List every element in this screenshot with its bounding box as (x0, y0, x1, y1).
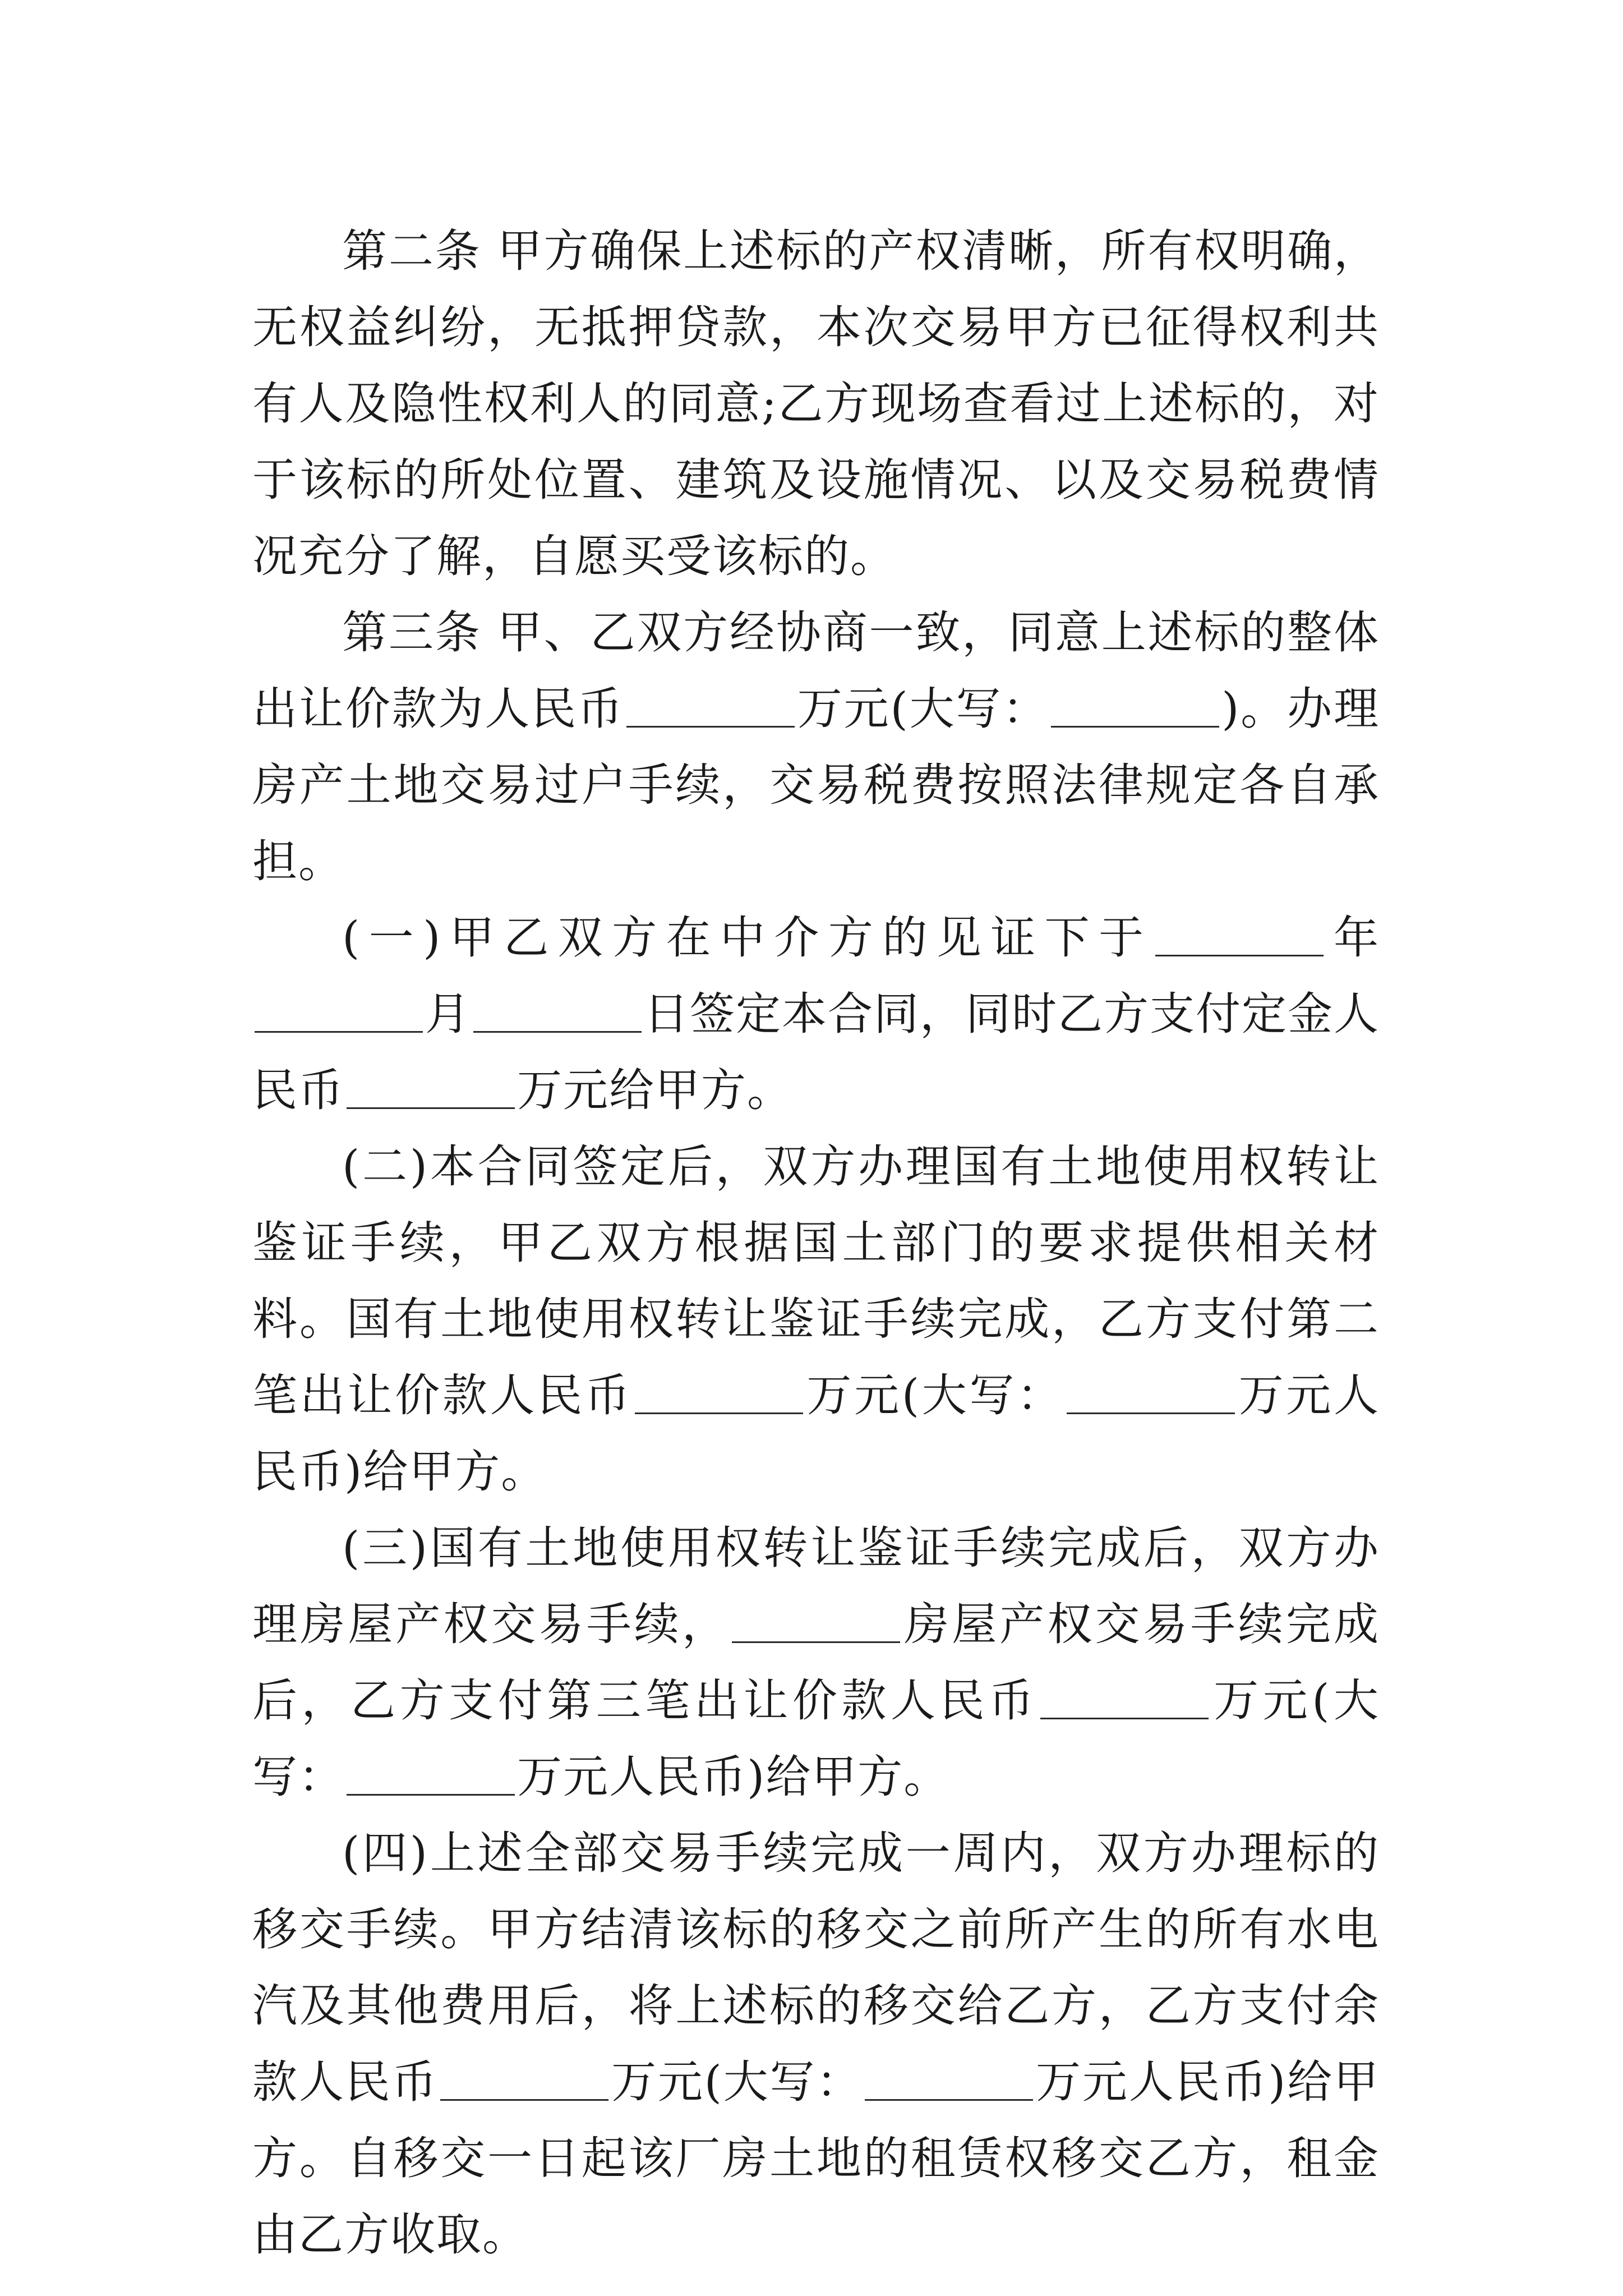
blank-field-second-payment (635, 1368, 803, 1414)
text-segment: 万元(大写： (796, 683, 1049, 735)
contract-body (252, 213, 1380, 2273)
blank-field-day (473, 986, 642, 1033)
paragraph-clause-2 (252, 1129, 1380, 1510)
blank-field-balance (440, 2054, 608, 2101)
paragraph-clause-4 (252, 1815, 1380, 2273)
text-segment: 第二条 甲方确保上述标的产权清晰，所有权明确，无权益纠纷，无抵押贷款，本次交易甲方已征得权利共有人及隐性权利人的同意;乙方现场查看过上述标的，对于该标的所处位置、建筑及设施情况、以及交易税费情况充分了解，自愿买受该标的。 (252, 225, 1380, 582)
blank-field-amount-words (1051, 681, 1219, 728)
blank-field-second-payment-words (1067, 1368, 1235, 1414)
text-segment: 日签定本合同，同时乙方支付定金人民币 (252, 988, 1380, 1116)
text-segment: 房屋产权交易手续完成后，乙方支付第三笔出让价款人民币 (252, 1598, 1380, 1727)
text-segment: 万元(大写： (252, 1674, 1380, 1803)
text-segment: (二)本合同签定后，双方办理国有土地使用权转让鉴证手续，甲乙双方根据国土部门的要求提供相关材料。国有土地使用权转让鉴证手续完成，乙方支付第二笔出让价款人民币 (252, 1140, 1380, 1421)
text-segment: 月 (425, 988, 471, 1040)
paragraph-article-2 (252, 213, 1380, 595)
blank-field-procedure (732, 1596, 900, 1643)
text-segment: (一)甲乙双方在中介方的见证下于 (342, 912, 1153, 964)
text-segment: 万元人民币)给甲方。自移交一日起该厂房土地的租赁权移交乙方，租金由乙方收取。 (252, 2056, 1380, 2261)
paragraph-clause-1 (252, 900, 1380, 1129)
paragraph-article-3 (252, 595, 1380, 900)
text-segment: 第三条 甲、乙双方经协商一致，同意上述标的整体出让价款为人民币 (252, 606, 1380, 735)
blank-field-deposit (347, 1062, 515, 1109)
blank-field-month-prefix (255, 986, 423, 1033)
text-segment: (四)上述全部交易手续完成一周内，双方办理标的移交手续。甲方结清该标的移交之前所产生的所有水电汽及其他费用后，将上述标的移交给乙方，乙方支付余款人民币 (252, 1827, 1380, 2108)
text-segment: 万元(大写： (805, 1369, 1064, 1421)
blank-field-third-payment (1040, 1673, 1209, 1719)
text-segment: 万元人民币)给甲方。 (252, 1369, 1380, 1498)
blank-field-amount (626, 681, 795, 728)
blank-field-third-payment-words (347, 1749, 515, 1796)
text-segment: 万元人民币)给甲方。 (517, 1751, 950, 1803)
text-segment: (三)国有土地使用权转让鉴证手续完成后，双方办理房屋产权交易手续， (252, 1522, 1380, 1650)
blank-field-year (1155, 910, 1324, 956)
text-segment: )。办理房产土地交易过户手续，交易税费按照法律规定各自承担。 (252, 683, 1380, 887)
paragraph-clause-3 (252, 1510, 1380, 1815)
blank-field-balance-words (865, 2054, 1033, 2101)
text-segment: 万元(大写： (611, 2056, 863, 2108)
text-segment: 年 (1325, 912, 1380, 964)
text-segment: 万元给甲方。 (517, 1064, 793, 1116)
